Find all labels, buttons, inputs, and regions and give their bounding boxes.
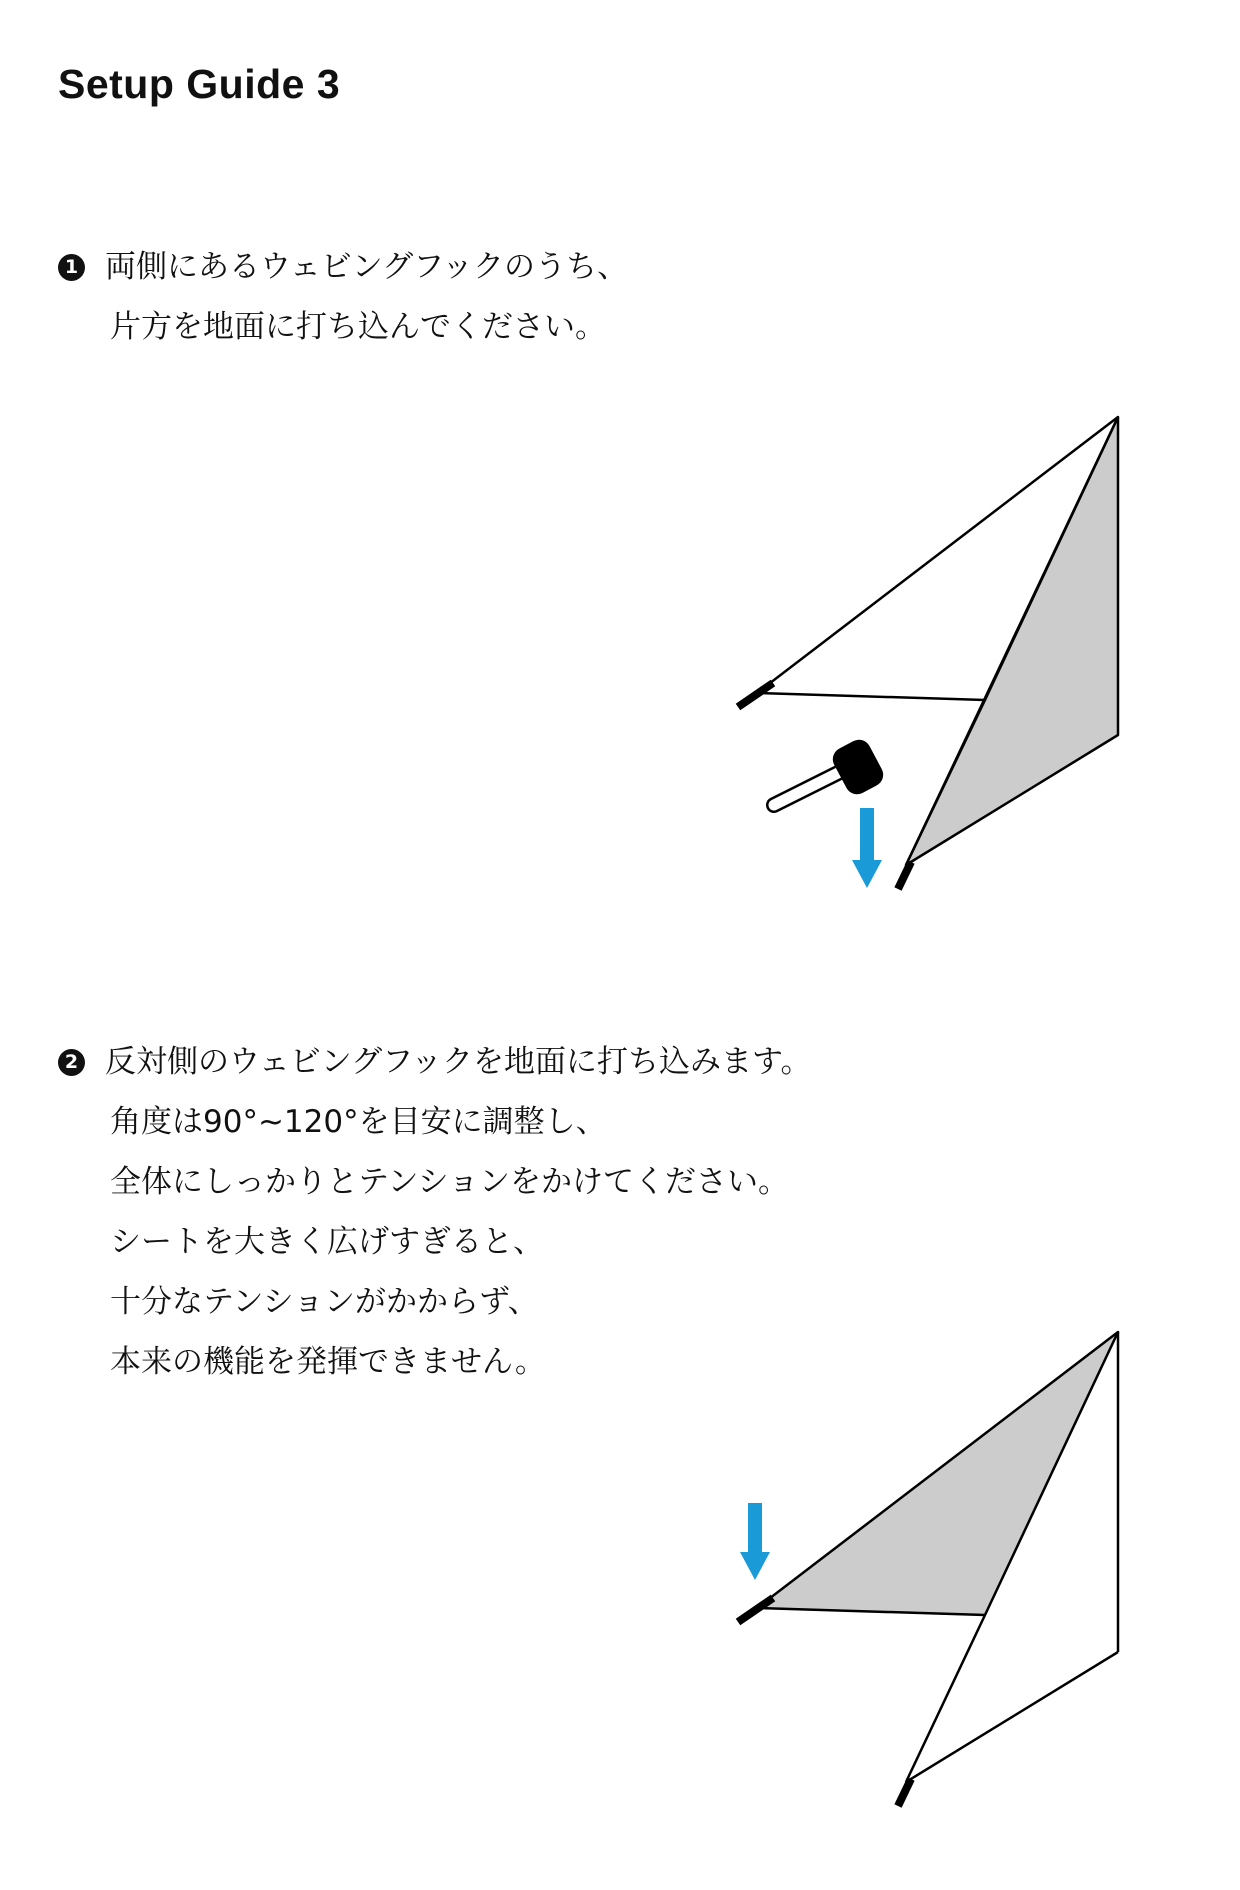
sheet-edge-top <box>757 417 1118 693</box>
step-2-number-badge: 2 <box>58 1049 85 1076</box>
step-1-number-badge: 1 <box>58 254 85 281</box>
step-2 <box>58 1032 812 1392</box>
sheet-edge-cross <box>757 693 985 700</box>
step-2-line-3 <box>58 1152 812 1212</box>
mallet-icon <box>774 736 887 805</box>
step-1-text-2: 片方を地面に打ち込んでください。 <box>110 309 606 345</box>
step-1 <box>58 237 628 357</box>
step-2-line-2 <box>58 1092 812 1152</box>
step-2-text-3: 全体にしっかりとテンションをかけてください。 <box>110 1164 790 1200</box>
arrow-down-icon <box>852 808 882 888</box>
step-2-text-5: 十分なテンションがかからず、 <box>110 1284 539 1320</box>
hook-bottom-icon <box>898 862 911 889</box>
sheet-edge-fold <box>906 1615 985 1782</box>
hook-left-icon <box>738 1598 773 1622</box>
step-2-text-6: 本来の機能を発揮できません。 <box>110 1344 546 1380</box>
step-1-text-1: 両側にあるウェビングフックのうち、 <box>105 249 628 285</box>
step-2-text-2: 角度は90°~120°を目安に調整し、 <box>110 1104 607 1140</box>
step-2-line-1 <box>58 1032 812 1092</box>
step-1-line-2 <box>58 297 628 357</box>
page-title: Setup Guide 3 <box>58 61 341 107</box>
hook-bottom-icon <box>898 1779 911 1806</box>
shaded-panel <box>906 417 1118 865</box>
step-2-text-1: 反対側のウェビングフックを地面に打ち込みます。 <box>105 1044 812 1080</box>
step-2-line-6 <box>58 1332 812 1392</box>
step-2-text-4: シートを大きく広げすぎると、 <box>110 1224 544 1260</box>
sheet-edge-fold <box>906 417 1118 865</box>
step-2-line-5 <box>58 1272 812 1332</box>
step-2-sheet <box>738 1332 1118 1806</box>
step-1-line-1 <box>58 237 628 297</box>
arrow-down-icon <box>740 1503 770 1580</box>
hook-left-icon <box>738 683 773 707</box>
step-1-sheet <box>738 417 1118 889</box>
step-2-line-4 <box>58 1212 812 1272</box>
sheet-edge-bottom <box>906 1652 1118 1782</box>
